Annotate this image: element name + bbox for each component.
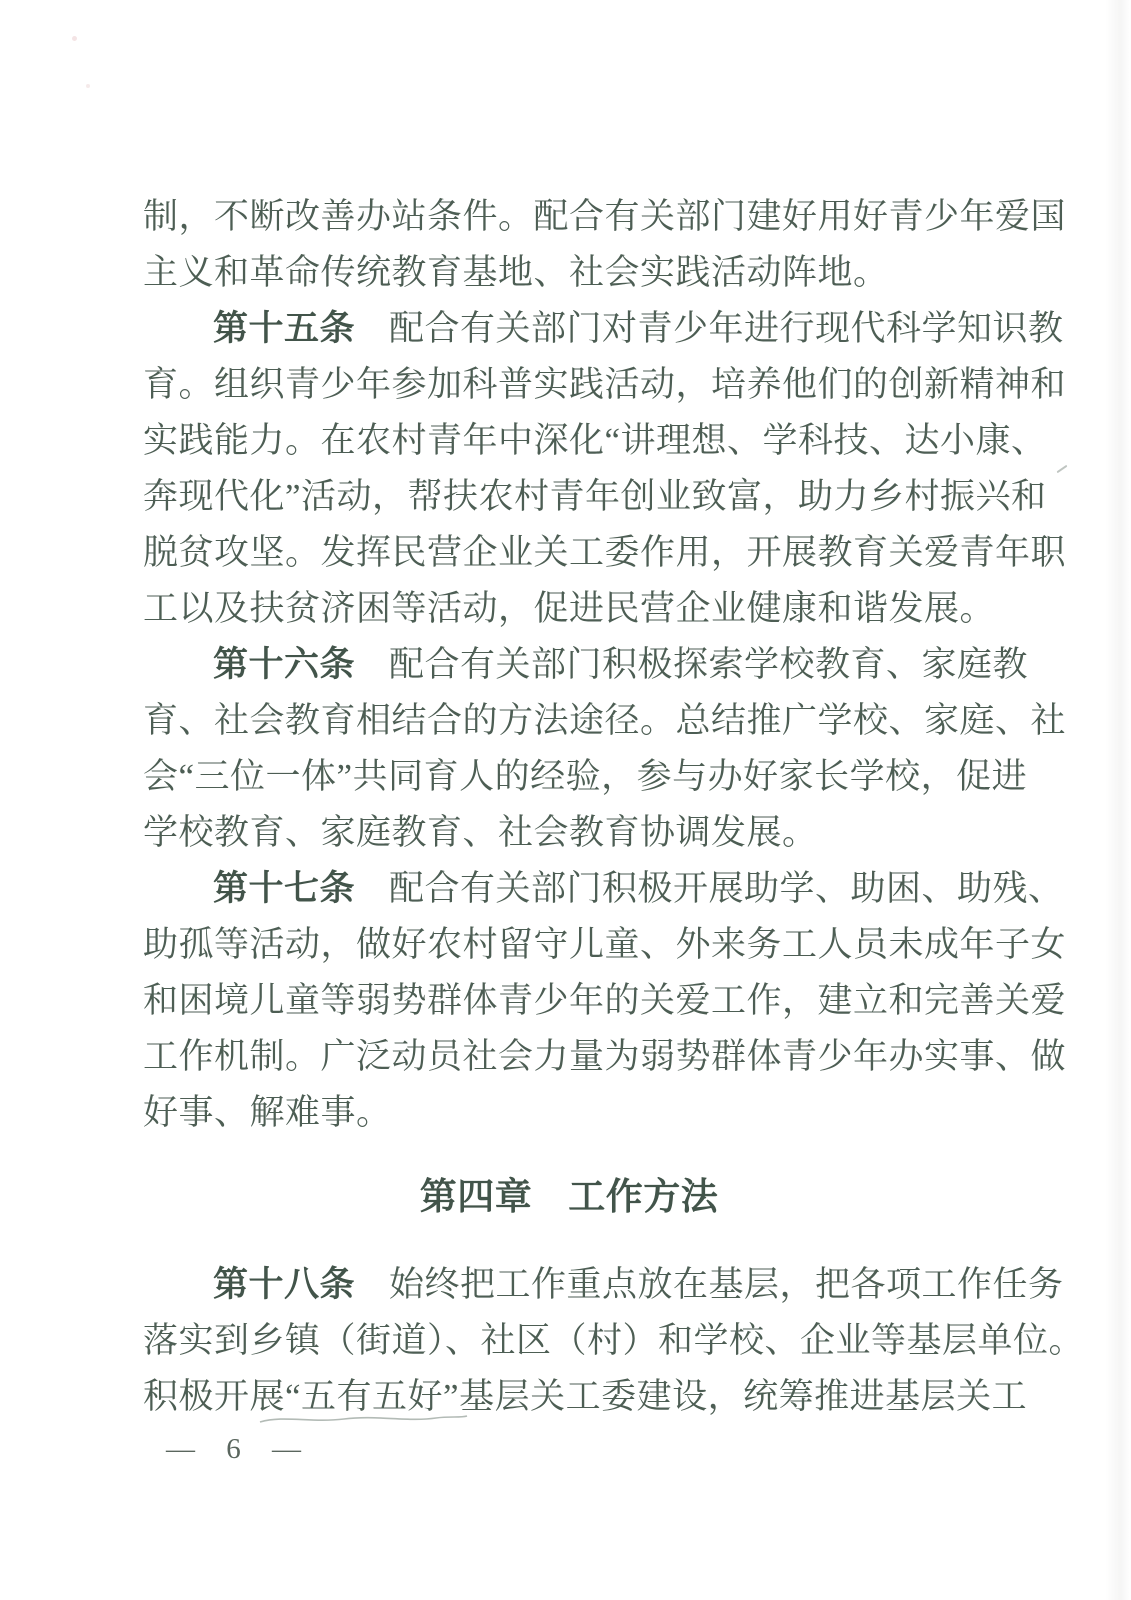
text-line — [143, 637, 1029, 693]
article-number: 第十八条 — [213, 1265, 356, 1304]
text-line — [143, 1257, 1064, 1313]
text-line: 积极开展“五有五好”基层关工委建设，统筹推进基层关工 — [143, 1377, 1028, 1416]
line-text: 工作方法 — [568, 1176, 719, 1217]
text-line: 工作机制。广泛动员社会力量为弱势群体青少年办实事、做 — [143, 1037, 1067, 1076]
text-line: 助孤等活动，做好农村留守儿童、外来务工人员未成年子女 — [143, 925, 1067, 964]
line-text: 始终把工作重点放在基层，把各项工作任务 — [389, 1265, 1064, 1304]
line-text: 配合有关部门积极探索学校教育、家庭教 — [389, 645, 1029, 684]
scan-speck — [86, 84, 90, 88]
text-line — [143, 301, 1064, 357]
text-line: 会“三位一体”共同育人的经验，参与办好家长学校，促进 — [143, 757, 1028, 796]
text-line: 学校教育、家庭教育、社会教育协调发展。 — [143, 813, 818, 852]
text-line: 脱贫攻坚。发挥民营企业关工委作用，开展教育关爱青年职 — [143, 533, 1067, 572]
line-text: 配合有关部门积极开展助学、助困、助残、 — [389, 869, 1064, 908]
text-line: 主义和革命传统教育基地、社会实践活动阵地。 — [143, 253, 889, 292]
chapter-number: 第四章 — [419, 1176, 533, 1217]
pen-mark-small — [1057, 465, 1068, 474]
chapter-heading — [143, 1169, 995, 1225]
text-line: 工以及扶贫济困等活动，促进民营企业健康和谐发展。 — [143, 589, 996, 628]
scan-speck — [72, 36, 77, 41]
text-line: 好事、解难事。 — [143, 1093, 392, 1132]
text-line: 制，不断改善办站条件。配合有关部门建好用好青少年爱国 — [143, 197, 1067, 236]
text-line: 实践能力。在农村青年中深化“讲理想、学科技、达小康、 — [143, 421, 1047, 460]
document-body — [143, 189, 1085, 1425]
text-line — [143, 861, 1064, 917]
line-text: 配合有关部门对青少年进行现代科学知识教 — [389, 309, 1064, 348]
text-line: 和困境儿童等弱势群体青少年的关爱工作，建立和完善关爱 — [143, 981, 1067, 1020]
article-number: 第十六条 — [213, 645, 356, 684]
page-number: — 6 — — [166, 1433, 310, 1465]
article-number: 第十七条 — [213, 869, 356, 908]
text-line: 育。组织青少年参加科普实践活动，培养他们的创新精神和 — [143, 365, 1067, 404]
text-line: 奔现代化”活动，帮扶农村青年创业致富，助力乡村振兴和 — [143, 477, 1047, 516]
article-number: 第十五条 — [213, 309, 356, 348]
text-line: 落实到乡镇（街道）、社区（村）和学校、企业等基层单位。 — [143, 1321, 1085, 1360]
scan-edge-shadow — [1105, 0, 1131, 1600]
text-line: 育、社会教育相结合的方法途径。总结推广学校、家庭、社 — [143, 701, 1067, 740]
